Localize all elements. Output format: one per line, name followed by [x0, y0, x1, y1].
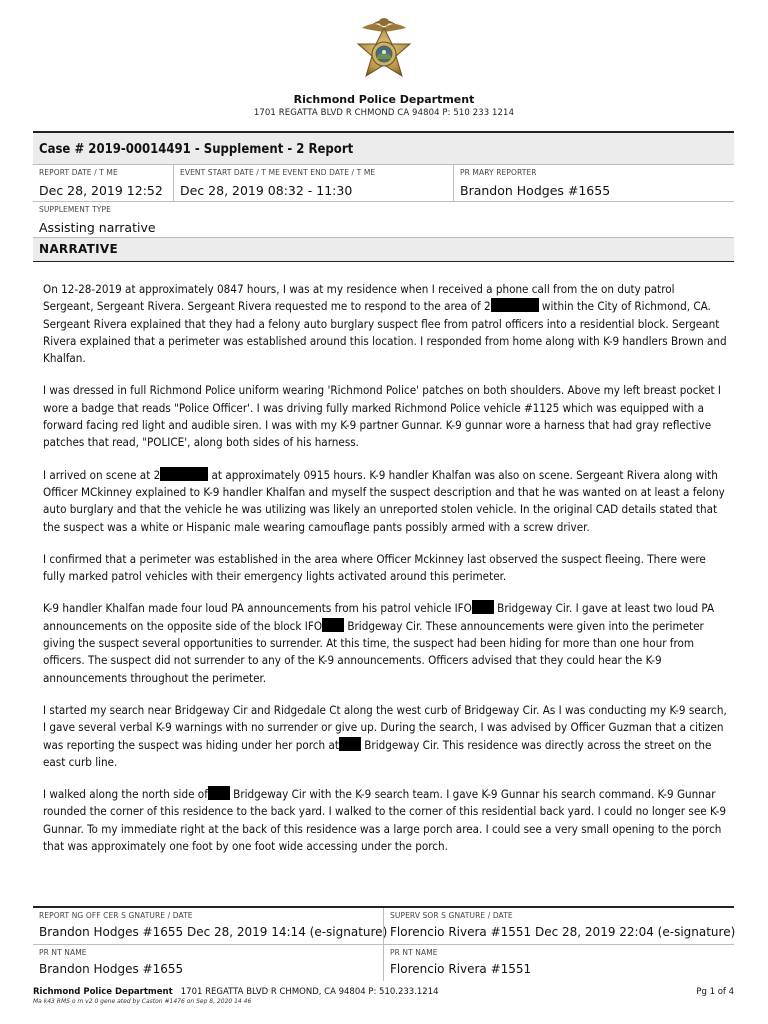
- redaction-box: [491, 298, 539, 312]
- narrative-text: I started my search near Bridgeway Cir and Ridgedale Ct along the west curb of Bridgeway Cir. As I was conducting my K-9 search, I gave several verbal K-9 warnings with no surrender or give up. During the search, I was advised by Officer Guzman that a citizen was reporting the suspect was hiding under her porch at: [43, 702, 727, 752]
- narrative-paragraph: [43, 600, 728, 686]
- officer-signature-cell: [33, 908, 388, 944]
- narrative-text: K-9 handler Khalfan made four loud PA announcements from his patrol vehicle IFO: [43, 601, 472, 616]
- department-name: Richmond Police Department: [293, 93, 475, 106]
- department-address: 1701 REGATTA BLVD R CHMOND CA 94804 P: 510 233 1214: [253, 108, 515, 118]
- event-date-value: Dec 28, 2019 08:32 - 11:30: [180, 183, 353, 198]
- page-footer: [33, 987, 734, 1017]
- report-date-value: Dec 28, 2019 12:52: [39, 183, 163, 198]
- narrative-text: Bridgeway Cir. These announcements were given into the perimeter giving the suspect several opportunities to surrender. At this time, the suspect had been hiding for more than one hour from officers. The suspect did not surrender to any of the K-9 announcements. Officers advised that they could hear the K-9 announcements throughout the perimeter.: [43, 618, 704, 685]
- narrative-paragraph: [43, 281, 728, 367]
- supervisor-signature-cell: [383, 908, 734, 944]
- narrative-paragraph: [43, 467, 728, 536]
- redaction-prefix: 2: [153, 467, 161, 482]
- narrative-text: Bridgeway Cir. This residence was directly across the street on the east curb line.: [43, 737, 712, 769]
- print-name-row: [33, 944, 734, 981]
- redacted-address: [154, 468, 209, 482]
- footer-department: Richmond Police Department: [33, 987, 173, 997]
- event-date-cell: [173, 165, 453, 201]
- report-date-label: REPORT DATE / T ME: [39, 168, 118, 177]
- event-date-label: EVENT START DATE / T ME EVENT END DATE / T ME: [180, 168, 376, 177]
- narrative-text: I walked along the north side of: [43, 787, 208, 802]
- narrative-paragraph: I was dressed in full Richmond Police uniform wearing 'Richmond Police' patches on both shoulders. Above my left breast pocket I wore a badge that reads "Police Officer'. I was driving fully marked Richmond Police vehicle #1125 which was equipped with a forward facing red light and audible siren. I was with my K-9 partner Gunnar. K-9 gunnar wore a harness that had gray reflective patches that read, "POLICE', along both sides of his harness.: [43, 383, 721, 450]
- officer-print-label: PR NT NAME: [39, 948, 87, 957]
- signature-row: [33, 908, 734, 944]
- case-title: Case # 2019-00014491 - Supplement - 2 Report: [33, 131, 734, 164]
- supplement-type-label: SUPPLEMENT TYPE: [39, 205, 111, 214]
- narrative-text: within the City of Richmond, CA. Sergeant Rivera explained that they had a felony auto burglary suspect flee from patrol officers into a residential block. Sergeant Rivera explained that a perimeter was established around this location. I responded from home along with K-9 handlers Brown and Khalfan.: [43, 299, 727, 366]
- redaction-box: [322, 618, 344, 632]
- narrative-text: Bridgeway Cir with the K-9 search team. I gave K-9 Gunnar his search command. K-9 Gunnar rounded the corner of this residence to the back yard. I walked to the corner of this residential back yard. I could no longer see K-9 Gunnar. To my immediate right at the back of this residence was a large porch area. I could see a very small opening to the porch that was approximately one foot by one foot wide accessing under the porch.: [43, 787, 727, 854]
- redaction-box: [160, 467, 208, 481]
- narrative-text: at approximately 0915 hours. K-9 handler Khalfan was also on scene. Sergeant Rivera along with Officer MCkinney explained to K-9 handler Khalfan and myself the suspect description and that he was wanted on at least a felony auto burglary and that the vehicle he was utilizing was likely an unreported stolen vehicle. In the original CAD details stated that the suspect was a white or Hispanic male wearing camouflage pants possibly armed with a screw driver.: [43, 467, 725, 534]
- officer-signature-value: Brandon Hodges #1655 Dec 28, 2019 14:14 (e-signature): [39, 925, 388, 939]
- signature-block: [33, 906, 734, 981]
- narrative-paragraph: [43, 786, 728, 855]
- narrative-heading: NARRATIVE: [33, 237, 734, 262]
- report-meta-row: [33, 164, 734, 201]
- page-number: Pg 1 of 4: [696, 987, 734, 997]
- primary-reporter-value: Brandon Hodges #1655: [460, 183, 611, 198]
- narrative-paragraph: I confirmed that a perimeter was established in the area where Officer Mckinney last observed the suspect fleeing. There were fully marked patrol vehicles with their emergency lights activated around this perimeter.: [43, 551, 706, 584]
- redaction-box: [208, 786, 230, 800]
- footer-line: [33, 987, 734, 997]
- officer-signature-label: REPORT NG OFF CER S GNATURE / DATE: [39, 911, 193, 920]
- narrative-paragraph: [43, 702, 728, 771]
- supplement-type-value: Assisting narrative: [39, 220, 156, 235]
- footer-generated: Ma k43 RMS o m v2 0 gene ated by Caston #1476 on Sep 8, 2020 14 46: [33, 998, 252, 1005]
- police-badge-logo: [348, 10, 420, 90]
- narrative-text: On 12-28-2019 at approximately 0847 hours, I was at my residence when I received a phone call from the on duty patrol Sergeant, Sergeant Rivera. Sergeant Rivera requested me to respond to the area of: [43, 282, 675, 314]
- officer-print-value: Brandon Hodges #1655: [39, 962, 184, 976]
- supervisor-print-value: Florencio Rivera #1551: [390, 962, 532, 976]
- redaction-prefix: 2: [483, 299, 491, 314]
- primary-reporter-label: PR MARY REPORTER: [460, 168, 537, 177]
- case-header-block: [33, 131, 734, 262]
- narrative-text: I arrived on scene at: [43, 467, 154, 482]
- supervisor-signature-label: SUPERV SOR S GNATURE / DATE: [390, 911, 513, 920]
- supervisor-print-cell: [383, 945, 734, 981]
- officer-print-cell: [33, 945, 383, 981]
- report-date-cell: [33, 165, 173, 201]
- supervisor-print-label: PR NT NAME: [390, 948, 438, 957]
- footer-address: 1701 REGATTA BLVD R CHMOND, CA 94804 P: 510.233.1214: [180, 987, 439, 997]
- supplement-type-cell: [33, 201, 734, 237]
- primary-reporter-cell: [453, 165, 734, 201]
- redacted-address: [484, 299, 539, 313]
- redaction-box: [472, 600, 494, 614]
- supervisor-signature-value: Florencio Rivera #1551 Dec 28, 2019 22:04 (e-signature): [390, 925, 736, 939]
- narrative-text: Bridgeway Cir. I gave at least two loud PA announcements on the opposite side of the block IFO: [43, 601, 715, 633]
- narrative-body: [43, 281, 728, 870]
- redaction-box: [339, 737, 361, 751]
